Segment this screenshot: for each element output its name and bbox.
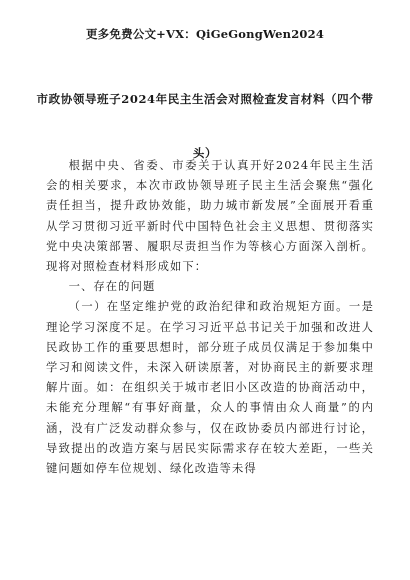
document-body: [46, 156, 374, 479]
document-title: 市政协领导班子2024年民主生活会对照检查发言材料（四个带头）: [36, 92, 374, 160]
section-heading-problems: 一、存在的问题: [68, 280, 156, 294]
document-header: 更多免费公文+VX：QiGeGongWen2024: [85, 27, 325, 41]
paragraph-political-discipline: （一）在坚定维护党的政治纪律和政治规矩方面。一是理论学习深度不足。在学习习近平总书记关于加强和改进人民政协工作的重要思想时，部分班子成员仅满足于参加集中学习和阅读文件，未深入研读原著，对协商民主的新要求理解片面。如：在组织关于城市老旧小区改造的协商活动中，未能充分理解“有事好商量，众人的事情由众人商量”的内涵，没有广泛发动群众参与，仅在政协委员内部进行讨论，导致提出的改造方案与居民实际需求存在较大差距，一些关键问题如停车位规划、绿化改造等未得: [46, 300, 374, 476]
paragraph-intro: 根据中央、省委、市委关于认真开好2024年民主生活会的相关要求，本次市政协领导班子民主生活会聚焦“强化责任担当，提升政协效能，助力城市新发展”全面展开看重从学习贯彻习近平新时代中国特色社会主义思想、贯彻落实党中央决策部署、履职尽责担当作为等核心方面深入剖析。现将对照检查材料形成如下：: [46, 159, 374, 274]
